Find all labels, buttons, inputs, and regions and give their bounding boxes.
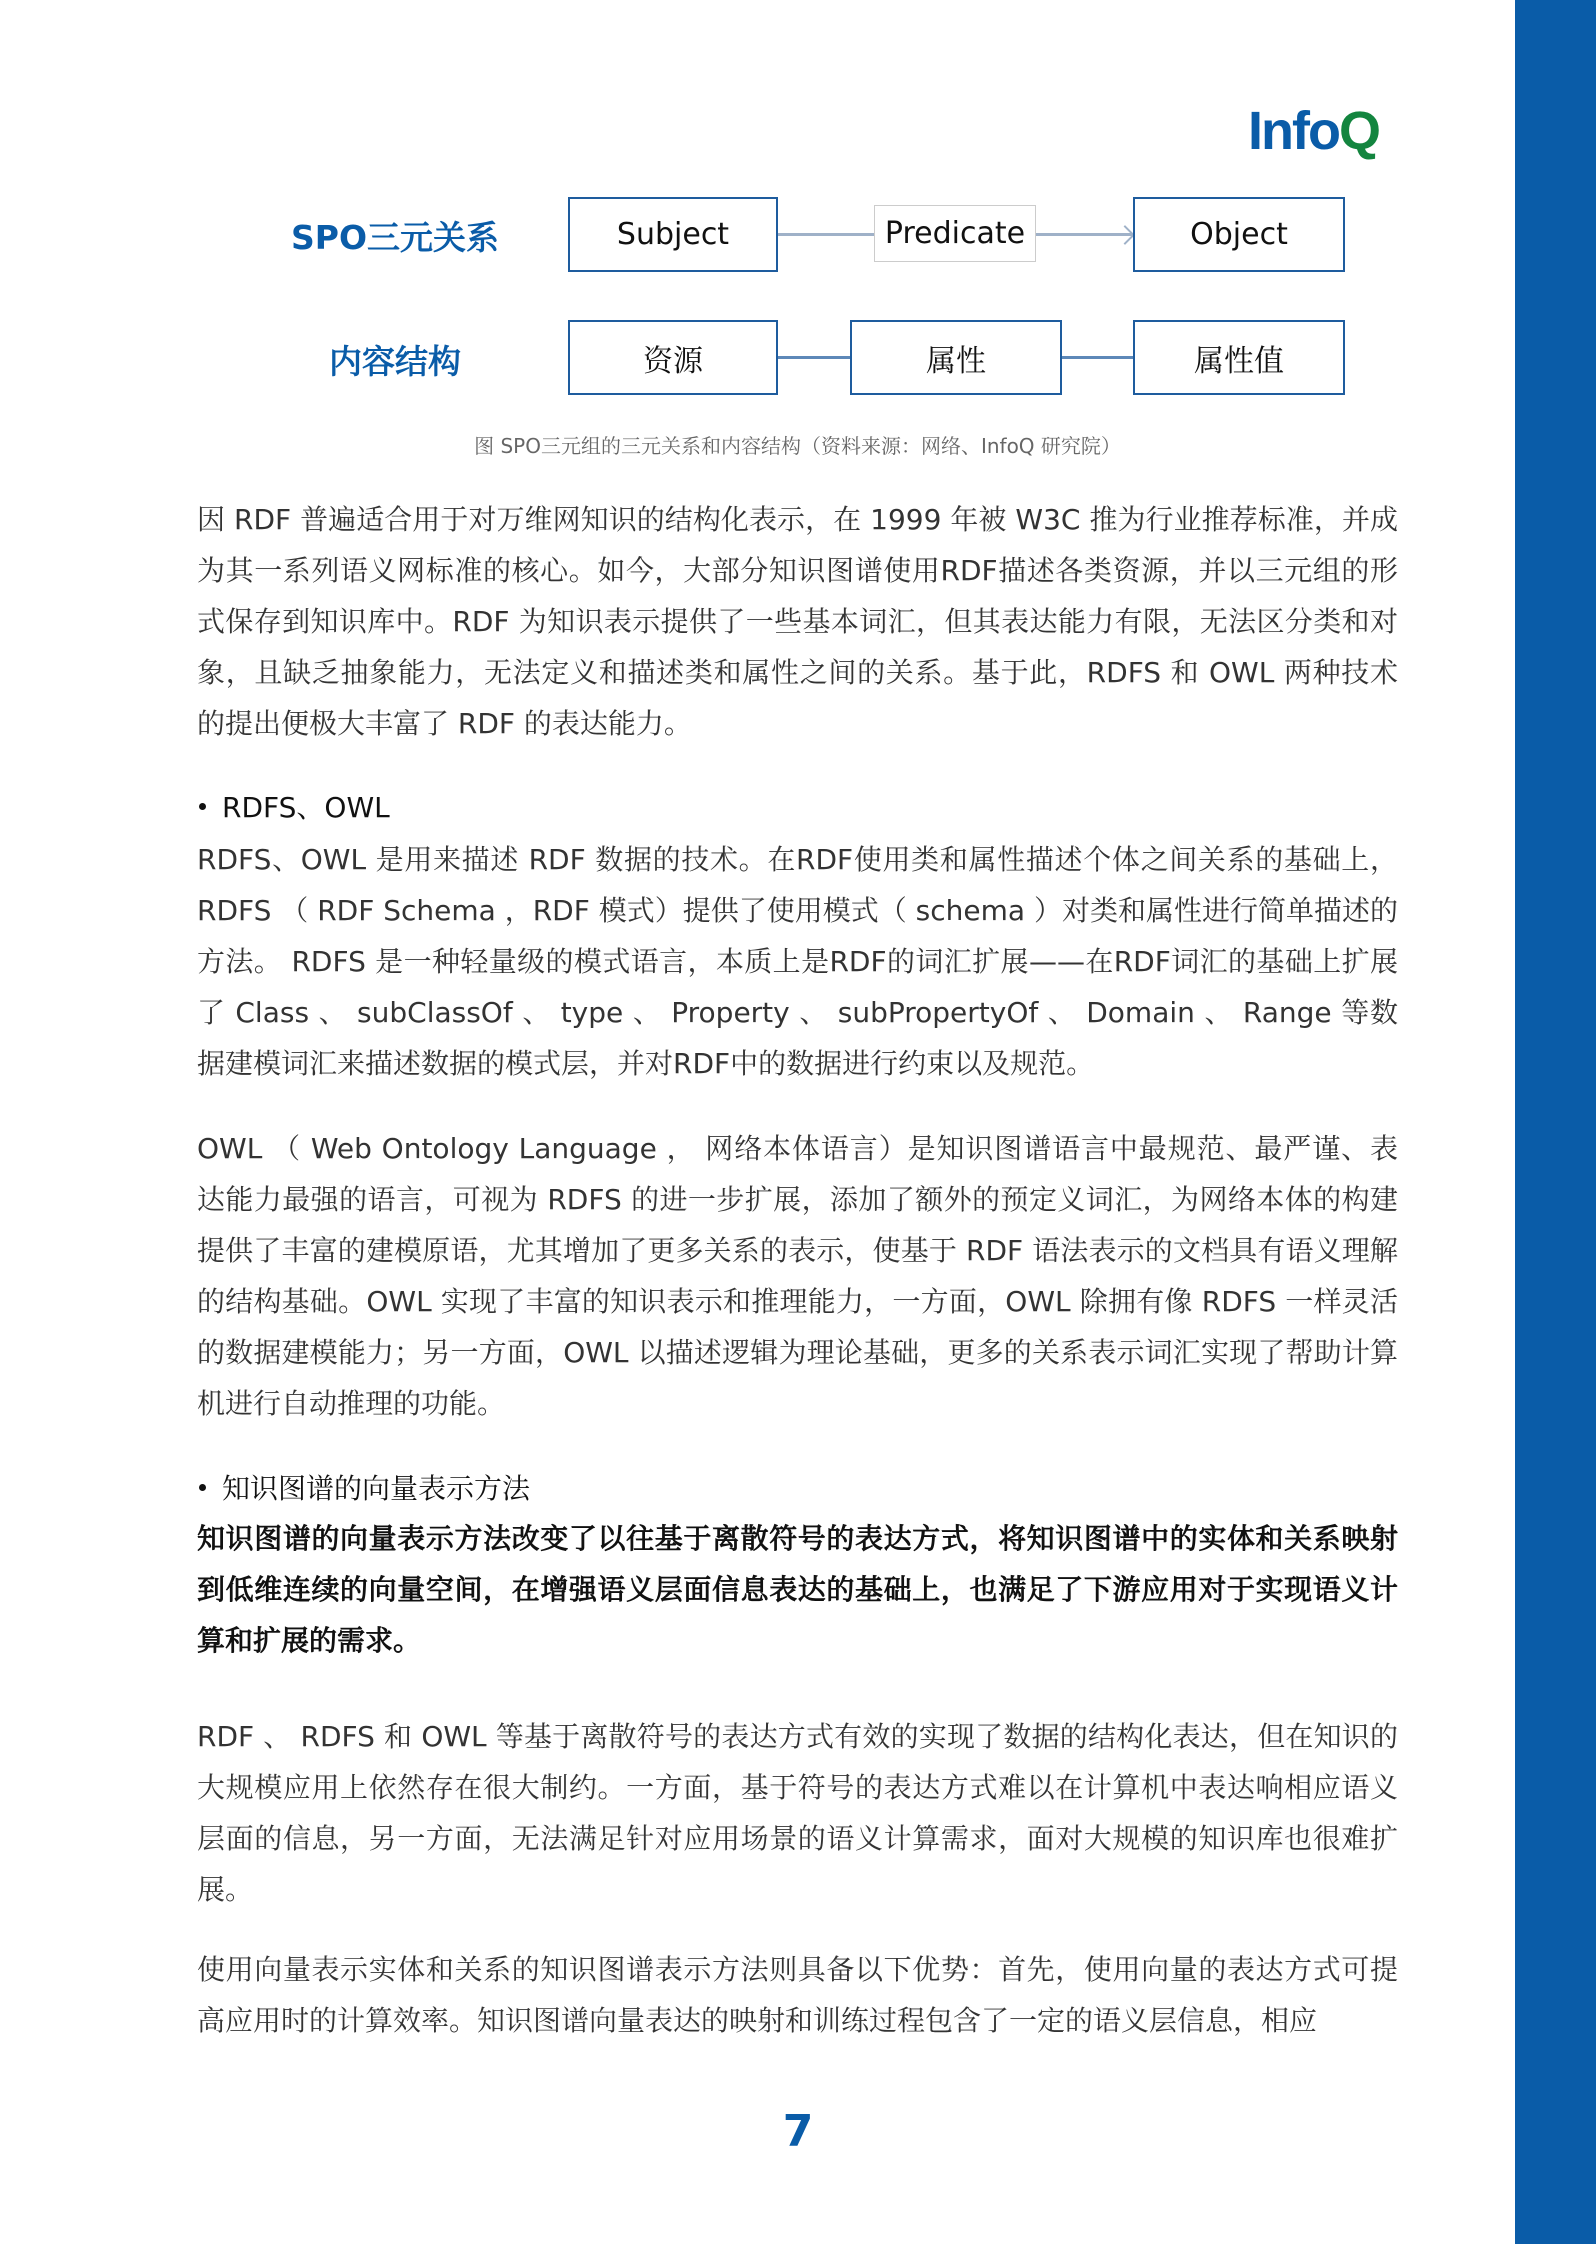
paragraph-rdf: 因 RDF 普遍适合用于对万维网知识的结构化表示，在 1999 年被 W3C 推为行业推荐标准，并成为其一系列语义网标准的核心。如今，大部分知识图谱使用RDF描述各类资源，并以三元组的形式保存到知识库中。RDF 为知识表示提供了一些基本词汇，但其表达能力有限，无法区分类和对象，且缺乏抽象能力，无法定义和描述类和属性之间的关系。基于此，RDFS 和 OWL 两种技术的提出便极大丰富了 RDF 的表达能力。 xyxy=(197,503,1398,740)
paragraph-owl: OWL （ Web Ontology Language ， 网络本体语言）是知识图谱语言中最规范、最严谨、表达能力最强的语言，可视为 RDFS 的进一步扩展，添加了额外的预定义词汇，为网络本体的构建提供了丰富的建模原语，尤其增加了更多关系的表示，使基于 RDF 语法表示的文档具有语义理解的结构基础。OWL 实现了丰富的知识表示和推理能力，一方面，OWL 除拥有像 RDFS 一样灵活的数据建模能力；另一方面，OWL 以描述逻辑为理论基础，更多的关系表示词汇实现了帮助计算机进行自动推理的功能。 xyxy=(197,1132,1398,1420)
resource-box: 资源 xyxy=(568,320,778,395)
paragraph-vector-summary: 知识图谱的向量表示方法改变了以往基于离散符号的表达方式，将知识图谱中的实体和关系映射到低维连续的向量空间，在增强语义层面信息表达的基础上，也满足了下游应用对于实现语义计算和扩展的需求。 xyxy=(197,1522,1398,1657)
object-box: Object xyxy=(1133,197,1345,272)
infoq-logo xyxy=(1248,100,1379,162)
paragraph-vector-advantages: 使用向量表示实体和关系的知识图谱表示方法则具备以下优势：首先，使用向量的表达方式可提高应用时的计算效率。知识图谱向量表达的映射和训练过程包含了一定的语义层信息，相应 xyxy=(197,1953,1398,2037)
bullet-text: 知识图谱的向量表示方法 xyxy=(222,1472,531,1505)
bullet-text: RDFS、OWL xyxy=(222,791,390,824)
side-accent-bar xyxy=(1515,0,1596,2244)
predicate-box: Predicate xyxy=(874,205,1036,262)
paragraph-symbolic-limits: RDF 、 RDFS 和 OWL 等基于离散符号的表达方式有效的实现了数据的结构化表达，但在知识的大规模应用上依然存在很大制约。一方面，基于符号的表达方式难以在计算机中表达响相应语义层面的信息，另一方面，无法满足针对应用场景的语义计算需求，面对大规模的知识库也很难扩展。 xyxy=(197,1720,1398,1906)
bullet-vector-representation xyxy=(197,1463,530,1514)
attribute-value-box: 属性值 xyxy=(1133,320,1345,395)
logo-q: Q xyxy=(1338,101,1379,161)
connector xyxy=(778,356,850,359)
attribute-box: 属性 xyxy=(850,320,1062,395)
paragraph-rdfs: RDFS、OWL 是用来描述 RDF 数据的技术。在RDF使用类和属性描述个体之间关系的基础上，RDFS （ RDF Schema ，RDF 模式）提供了使用模式（ schema ）对类和属性进行简单描述的方法。 RDFS 是一种轻量级的模式语言，本质上是RDF的词汇扩展——在RDF词汇的基础上扩展了 Class 、 subClassOf 、 type 、 Property 、 subPropertyOf 、 Domain 、 Range 等数据建模词汇来描述数据的模式层，并对RDF中的数据进行约束以及规范。 xyxy=(197,843,1398,1080)
logo-text: Info xyxy=(1248,101,1339,161)
bullet-icon xyxy=(199,803,206,810)
subject-box: Subject xyxy=(568,197,778,272)
page-number: 7 xyxy=(782,2106,814,2157)
bullet-rdfs-owl xyxy=(197,782,390,833)
bullet-icon xyxy=(199,1484,206,1491)
arrow-right-icon xyxy=(1115,225,1135,245)
figure-caption: 图 SPO三元组的三元关系和内容结构（资料来源：网络、InfoQ 研究院） xyxy=(474,434,1121,458)
connector xyxy=(778,233,874,236)
connector xyxy=(1062,356,1133,359)
spo-label: SPO三元关系 xyxy=(290,218,499,257)
content-structure-label: 内容结构 xyxy=(329,342,461,381)
